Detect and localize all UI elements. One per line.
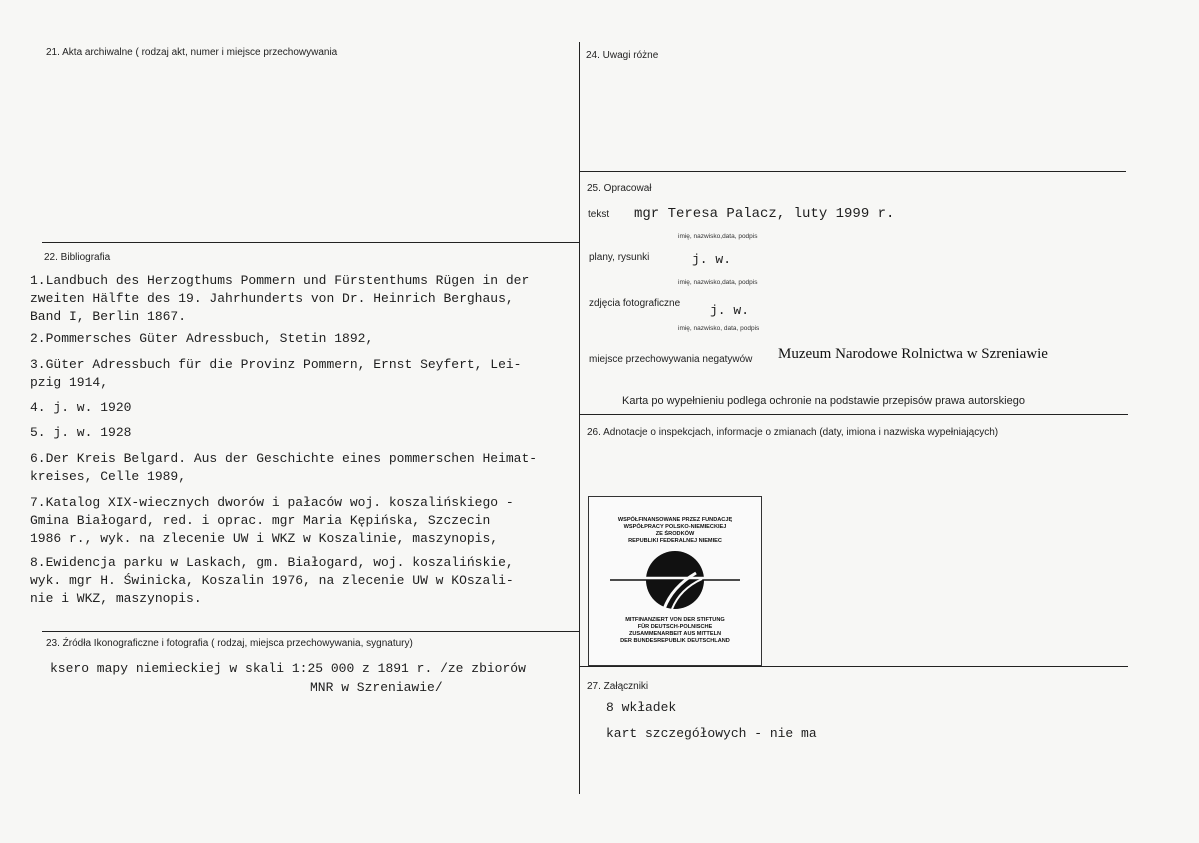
column-divider [579,42,580,794]
divider-24-25 [580,171,1126,172]
copyright-notice: Karta po wypełnieniu podlega ochronie na podstawie przepisów prawa autorskiego [622,395,1025,407]
zdjecia-caption: imię, nazwisko, data, podpis [678,325,760,332]
section-25-label: 25. Opracował [587,183,652,194]
negatywy-value: Muzeum Narodowe Rolnictwa w Szreniawie [778,346,1048,362]
funding-stamp: WSPÓŁFINANSOWANE PRZEZ FUNDACJĘ WSPÓŁPRACY POLSKO-NIEMIECKIEJ ZE ŚRODKÓW REPUBLIKI FEDERALNEJ NIEMIEC MITFINANZIERT VON DER STIFTUNG FÜR DEUTSCH-POLNISCHE ZUSAMMENARBEIT AUS MITTELN DER BUNDESREPUBLIK DEUTSCHLAND [588,496,762,666]
bibliography-item: 4. j. w. 1920 [30,400,132,415]
section-22-label: 22. Bibliografia [44,252,111,263]
iconography-line-1: ksero mapy niemieckiej w skali 1:25 000 z 1891 r. /ze zbiorów [50,661,526,676]
section-23-label: 23. Źródła Ikonograficzne i fotografia ( rodzaj, miejsca przechowywania, sygnatury) [46,638,413,649]
zdjecia-label: zdjęcia fotograficzne [589,298,681,309]
divider-22-23 [42,631,579,632]
divider-21-22 [42,242,579,243]
tekst-value: mgr Teresa Palacz, luty 1999 r. [634,206,895,222]
section-26-label: 26. Adnotacje o inspekcjach, informacje o zmianach (daty, imiona i nazwiska wypełniających) [587,427,999,438]
bibliography-item: 1.Landbuch des Herzogthums Pommern und Fürstenthums Rügen in der zweiten Hälfte des 19. Jahrhunderts von Dr. Heinrich Berghaus, Band I, Berlin 1867. [30,273,530,324]
bibliography-item: 8.Ewidencja parku w Laskach, gm. Białogard, woj. koszalińskie, wyk. mgr H. Świnicka, Koszalin 1976, na zlecenie UW w KOszali- nie i WKZ, maszynopis. [30,555,514,606]
negatywy-label: miejsce przechowywania negatywów [589,354,753,365]
section-21-label: 21. Akta archiwalne ( rodzaj akt, numer i miejsce przechowywania [46,47,338,58]
bibliography-item: 5. j. w. 1928 [30,425,132,440]
foundation-logo-icon [610,547,740,615]
bibliography-item: 3.Güter Adressbuch für die Provinz Pommern, Ernst Seyfert, Lei- pzig 1914, [30,357,522,390]
attachments-line-1: 8 wkładek [606,700,677,715]
bibliography-item: 7.Katalog XIX-wiecznych dworów i pałaców woj. koszalińskiego - Gmina Białogard, red. i oprac. mgr Maria Kępińska, Szczecin 1986 r., wyk. na zlecenie UW i WKZ w Koszalinie, maszynopis, [30,495,514,546]
plany-label: plany, rysunki [589,252,650,263]
tekst-caption: imię, nazwisko,data, podpis [678,233,758,240]
iconography-line-2: MNR w Szreniawie/ [310,680,443,695]
section-27-label: 27. Załączniki [587,681,649,692]
tekst-label: tekst [588,209,610,220]
zdjecia-value: j. w. [710,303,750,318]
divider-25-26 [580,414,1128,415]
bibliography-item: 2.Pommersches Güter Adressbuch, Stetin 1892, [30,331,374,346]
plany-value: j. w. [692,252,732,267]
attachments-line-2: kart szczegółowych - nie ma [606,726,817,741]
plany-caption: imię, nazwisko,data, podpis [678,279,758,286]
bibliography-item: 6.Der Kreis Belgard. Aus der Geschichte eines pommerschen Heimat- kreises, Celle 1989, [30,451,538,484]
section-24-label: 24. Uwagi różne [586,50,659,61]
divider-26-27 [580,666,1128,667]
